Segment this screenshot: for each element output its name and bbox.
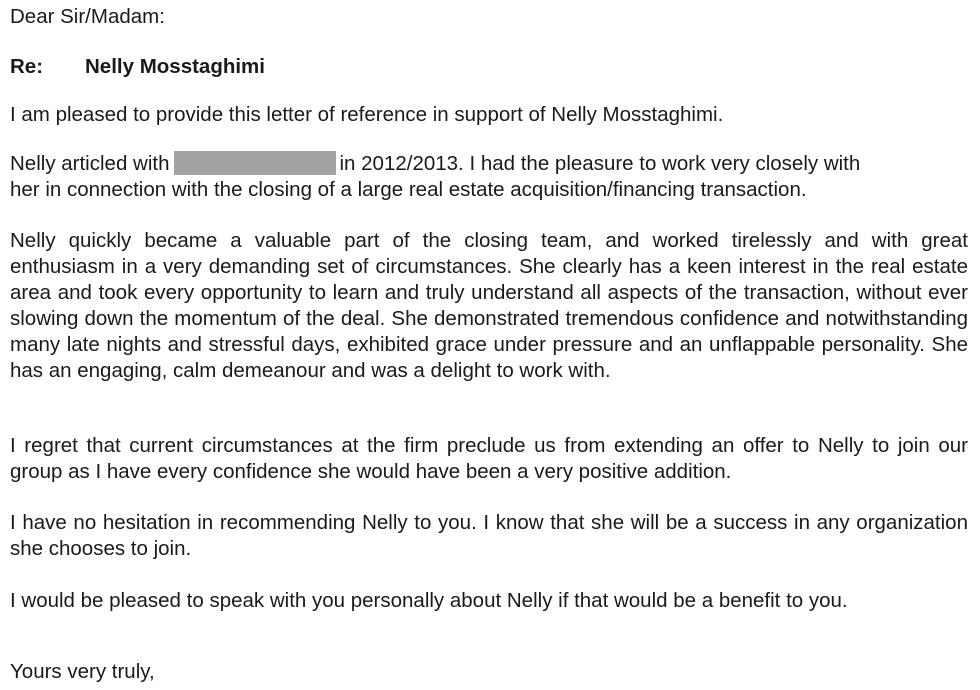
paragraph-recommendation: I have no hesitation in recommending Nelly to you. I know that she will be a success in any organization she chooses to join.	[10, 511, 968, 560]
redaction-block	[174, 151, 336, 175]
re-label: Re:	[10, 55, 44, 78]
paragraph-contact: I would be pleased to speak with you personally about Nelly if that would be a benefit to you.	[10, 589, 848, 612]
paragraph-performance: Nelly quickly became a valuable part of the closing team, and worked tirelessly and with great enthusiasm in a very demanding set of circumstances. She clearly has a keen interest in the real estate area and took every opportunity to learn and truly understand all aspects of the transaction, without ever slowing down the momentum of the deal. She demonstrated tremendous confidence and notwithstanding many late nights and stressful days, exhibited grace under pressure and an unflappable personality. She has an engaging, calm demeanour and was a delight to work with.	[10, 229, 968, 382]
articling-text-end: in 2012/2013. I had the pleasure to work very closely with	[339, 152, 861, 175]
paragraph-regret: I regret that current circumstances at the firm preclude us from extending an offer to Nelly to join our group as I have every confidence she would have been a very positive addition.	[10, 434, 968, 483]
re-line	[10, 54, 265, 80]
closing: Yours very truly,	[10, 660, 155, 683]
paragraph-articling-line2: her in connection with the closing of a large real estate acquisition/financing transaction.	[10, 178, 807, 201]
articling-text-start: Nelly articled with	[10, 152, 170, 175]
paragraph-articling	[10, 151, 860, 177]
paragraph-intro: I am pleased to provide this letter of reference in support of Nelly Mosstaghimi.	[10, 103, 724, 126]
re-subject: Nelly Mosstaghimi	[85, 55, 265, 78]
salutation: Dear Sir/Madam:	[10, 5, 165, 28]
